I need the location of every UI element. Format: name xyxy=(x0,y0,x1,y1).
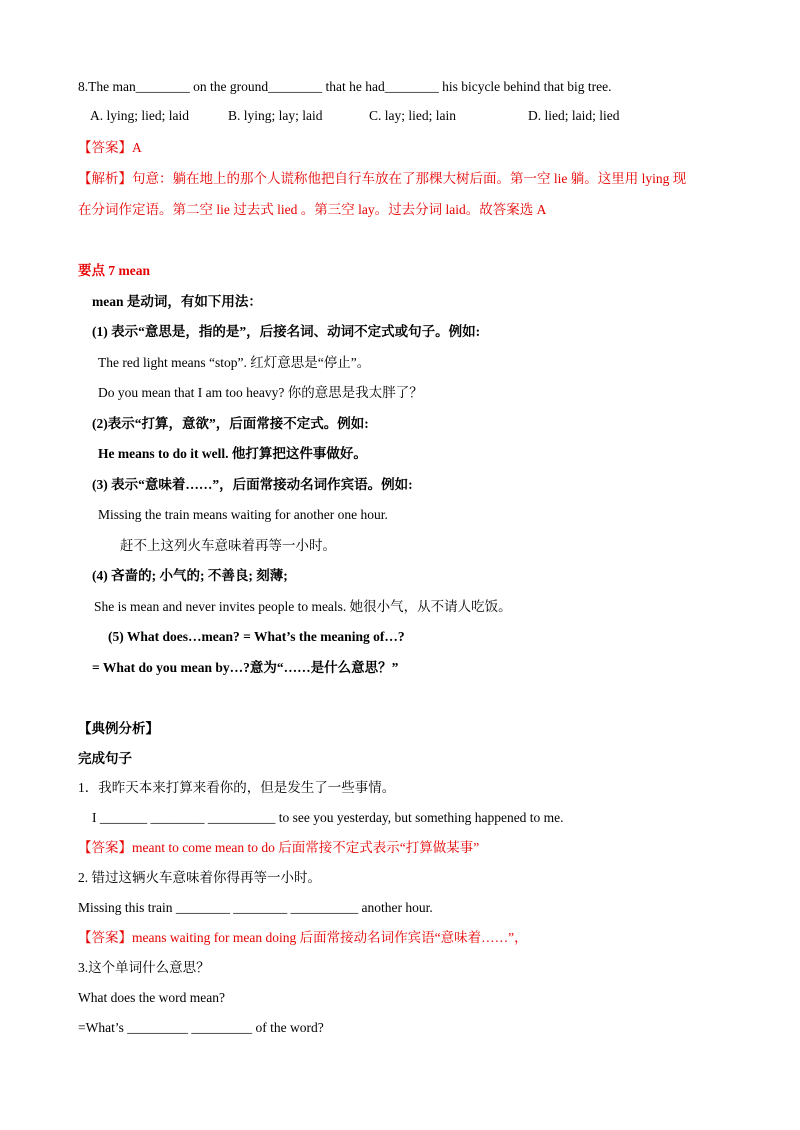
q8-option-b: B. lying; lay; laid xyxy=(228,108,323,123)
q8-option-c: C. lay; lied; lain xyxy=(369,108,456,123)
example-q1-chinese: 1．我昨天本来打算来看你的，但是发生了一些事情。 xyxy=(78,780,396,795)
example-3a: Missing the train means waiting for another one hour. xyxy=(98,507,388,522)
usage-5b: = What do you mean by…?意为“……是什么意思？” xyxy=(92,660,399,675)
usage-3: (3) 表示“意味着……”，后面常接动名词作宾语。例如: xyxy=(92,477,413,492)
examples-heading: 【典例分析】 xyxy=(78,721,159,736)
examples-subheading: 完成句子 xyxy=(78,751,132,766)
usage-2: (2)表示“打算，意欲”，后面常接不定式。例如: xyxy=(92,416,369,431)
example-1a: The red light means “stop”. 红灯意思是“停止”。 xyxy=(98,355,371,370)
q8-analysis-line1: 【解析】句意：躺在地上的那个人谎称他把自行车放在了那棵大树后面。第一空 lie 躺。这里用 lying 现 xyxy=(78,171,687,186)
example-q3-english: What does the word mean? xyxy=(78,990,225,1005)
example-q2-answer: 【答案】means waiting for mean doing 后面常接动名词作宾语“意味着……”， xyxy=(78,930,528,945)
example-q2-english: Missing this train ________ ________ __________ another hour. xyxy=(78,900,433,915)
example-1b: Do you mean that I am too heavy? 你的意思是我太胖了？ xyxy=(98,385,423,400)
point7-heading: 要点 7 mean xyxy=(78,263,150,278)
example-q2-chinese: 2. 错过这辆火车意味着你得再等一小时。 xyxy=(78,870,321,885)
example-q3-chinese: 3.这个单词什么意思？ xyxy=(78,960,210,975)
point7-intro: mean 是动词，有如下用法： xyxy=(92,294,262,309)
example-q3-english-2: =What’s _________ _________ of the word? xyxy=(78,1020,324,1035)
q8-answer: 【答案】A xyxy=(78,140,142,155)
q8-option-d: D. lied; laid; lied xyxy=(528,108,620,123)
usage-1: (1) 表示“意思是，指的是”，后接名词、动词不定式或句子。例如: xyxy=(92,324,481,339)
example-q1-answer: 【答案】meant to come mean to do 后面常接不定式表示“打算做某事” xyxy=(78,840,480,855)
usage-4: (4) 吝啬的; 小气的; 不善良; 刻薄; xyxy=(92,568,288,583)
usage-5a: (5) What does…mean? = What’s the meaning of…? xyxy=(108,629,405,644)
example-2: He means to do it well. 他打算把这件事做好。 xyxy=(98,446,367,461)
example-q1-english: I _______ ________ __________ to see you yesterday, but something happened to me. xyxy=(92,810,564,825)
q8-analysis-line2: 在分词作定语。第二空 lie 过去式 lied 。第三空 lay。过去分词 laid。故答案选 A xyxy=(78,202,547,217)
q8-stem: 8.The man________ on the ground________ that he had________ his bicycle behind that big tree. xyxy=(78,79,612,94)
example-3b: 赶不上这列火车意味着再等一小时。 xyxy=(120,538,336,553)
q8-option-a: A. lying; lied; laid xyxy=(90,108,189,123)
example-4: She is mean and never invites people to meals. 她很小气，从不请人吃饭。 xyxy=(94,599,512,614)
